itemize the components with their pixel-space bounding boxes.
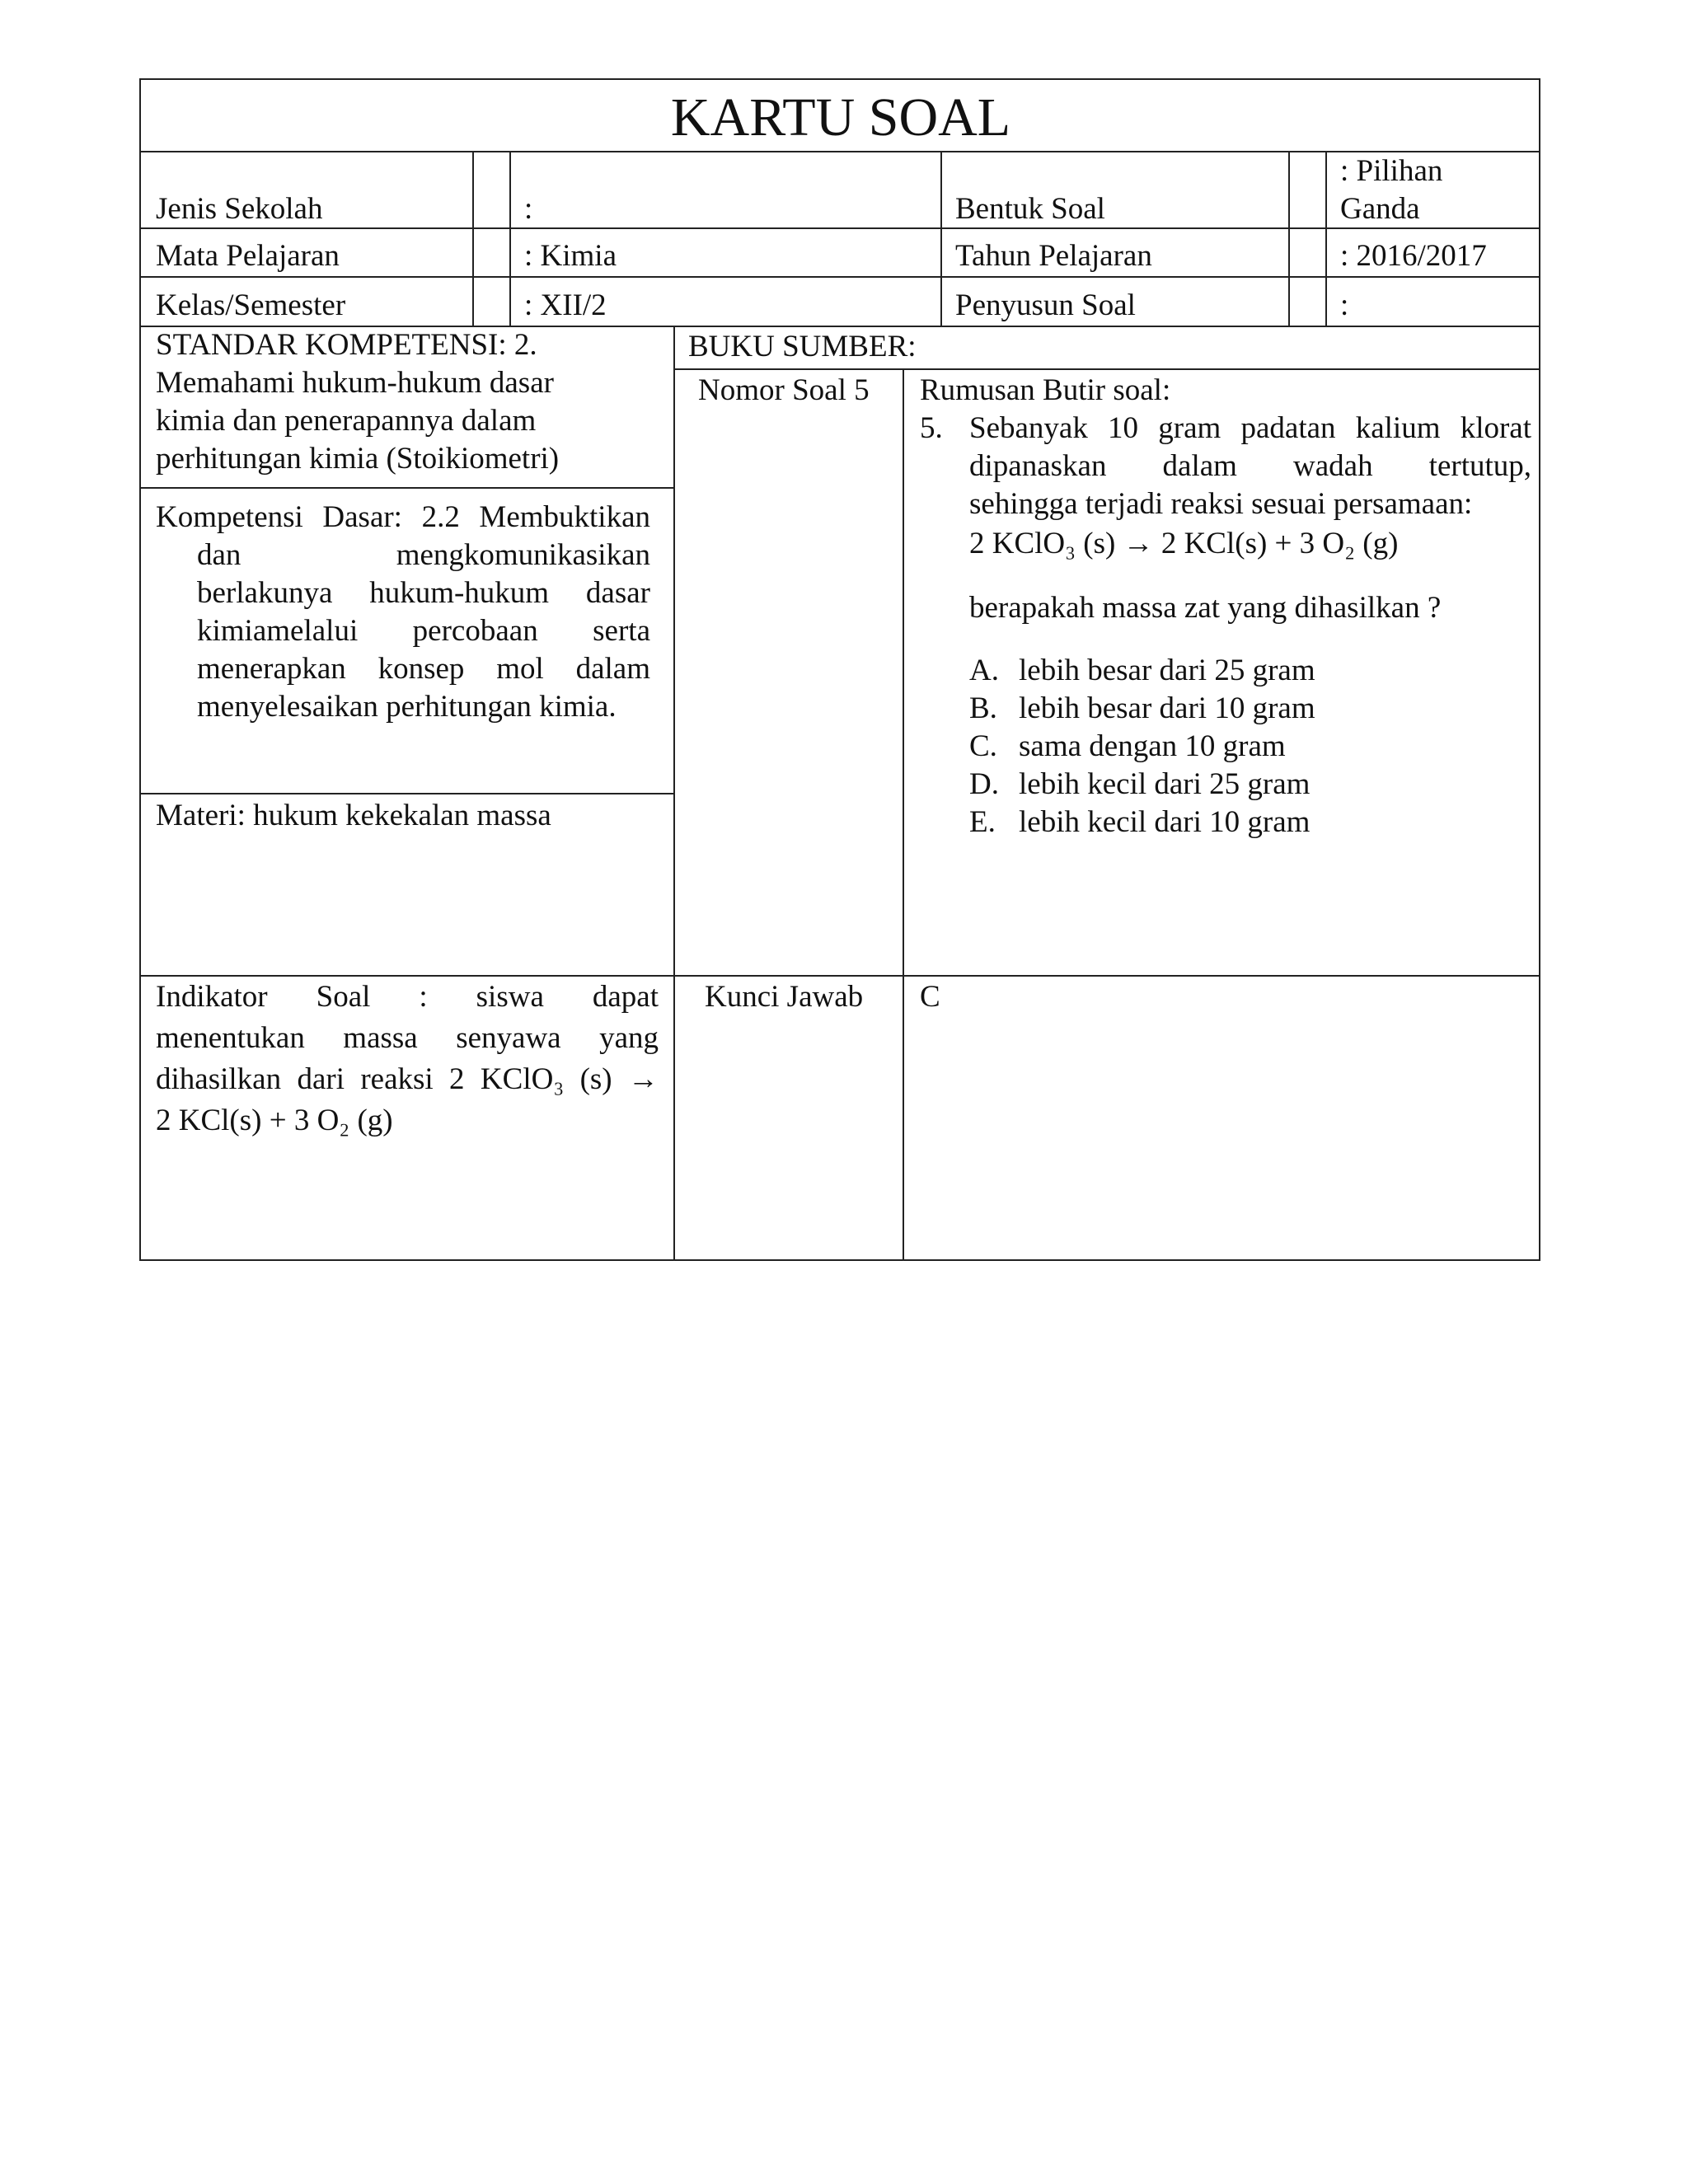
standar-kompetensi-line: STANDAR KOMPETENSI: 2. — [156, 328, 537, 362]
option-text: lebih besar dari 25 gram — [1019, 654, 1315, 687]
kompetensi-dasar-line: kimiamelalui percobaan serta — [197, 614, 650, 648]
jenis-sekolah-label: Jenis Sekolah — [156, 192, 323, 226]
penyusun-soal-label: Penyusun Soal — [955, 288, 1136, 322]
option-text: lebih besar dari 10 gram — [1019, 691, 1315, 725]
indikator-line: 2 KCl(s) + 3 O₂ (g) — [156, 1104, 393, 1137]
kunci-jawab-label: Kunci Jawab — [705, 980, 864, 1014]
kelas-semester-label: Kelas/Semester — [156, 288, 346, 322]
kunci-jawab-value: C — [920, 980, 940, 1014]
question-card — [139, 78, 1540, 1261]
question-prompt: berapakah massa zat yang dihasilkan ? — [969, 591, 1442, 625]
card-title: KARTU SOAL — [670, 87, 1011, 148]
option-letter: B. — [969, 691, 997, 725]
penyusun-soal-value: : — [1340, 288, 1349, 322]
indikator-line: dihasilkan dari reaksi 2 KClO₃ (s) → — [156, 1062, 659, 1096]
nomor-soal: Nomor Soal 5 — [698, 373, 870, 407]
kompetensi-dasar-line: berlakunya hukum-hukum dasar — [197, 576, 650, 610]
option-letter: E. — [969, 805, 996, 839]
standar-kompetensi-line: Memahami hukum-hukum dasar — [156, 366, 554, 400]
option-text: lebih kecil dari 10 gram — [1019, 805, 1311, 839]
kelas-semester-value: : XII/2 — [524, 288, 607, 322]
buku-sumber-label: BUKU SUMBER: — [688, 330, 917, 363]
tahun-pelajaran-label: Tahun Pelajaran — [955, 239, 1152, 273]
standar-kompetensi-line: kimia dan penerapannya dalam — [156, 404, 537, 438]
option-text: lebih kecil dari 25 gram — [1019, 767, 1311, 801]
kompetensi-dasar-line: dan mengkomunikasikan — [197, 538, 650, 572]
indikator-line: Indikator Soal : siswa dapat — [156, 980, 659, 1014]
bentuk-soal-label: Bentuk Soal — [955, 192, 1105, 226]
standar-kompetensi-line: perhitungan kimia (Stoikiometri) — [156, 442, 560, 476]
mata-pelajaran-value: : Kimia — [524, 239, 617, 273]
question-number: 5. — [920, 411, 943, 445]
bentuk-soal-value-line2: Ganda — [1340, 192, 1420, 226]
bentuk-soal-value-line1: : Pilihan — [1340, 154, 1443, 188]
tahun-pelajaran-value: : 2016/2017 — [1340, 239, 1487, 273]
rumusan-label: Rumusan Butir soal: — [920, 373, 1171, 407]
option-text: sama dengan 10 gram — [1019, 729, 1286, 763]
kompetensi-dasar-line: menyelesaikan perhitungan kimia. — [197, 690, 617, 724]
kompetensi-dasar-line: Kompetensi Dasar: 2.2 Membuktikan — [156, 500, 650, 534]
mata-pelajaran-label: Mata Pelajaran — [156, 239, 340, 273]
jenis-sekolah-value: : — [524, 192, 533, 226]
question-line: 2 KClO₃ (s) → 2 KCl(s) + 3 O₂ (g) — [969, 527, 1399, 560]
option-letter: D. — [969, 767, 999, 801]
indikator-line: menentukan massa senyawa yang — [156, 1021, 659, 1055]
materi-text: Materi: hukum kekekalan massa — [156, 799, 551, 832]
question-line: dipanaskan dalam wadah tertutup, — [969, 449, 1531, 483]
kompetensi-dasar-line: menerapkan konsep mol dalam — [197, 652, 650, 686]
option-letter: A. — [969, 654, 999, 687]
question-line: sehingga terjadi reaksi sesuai persamaan: — [969, 487, 1473, 521]
question-line: Sebanyak 10 gram padatan kalium klorat — [969, 411, 1531, 445]
option-letter: C. — [969, 729, 997, 763]
